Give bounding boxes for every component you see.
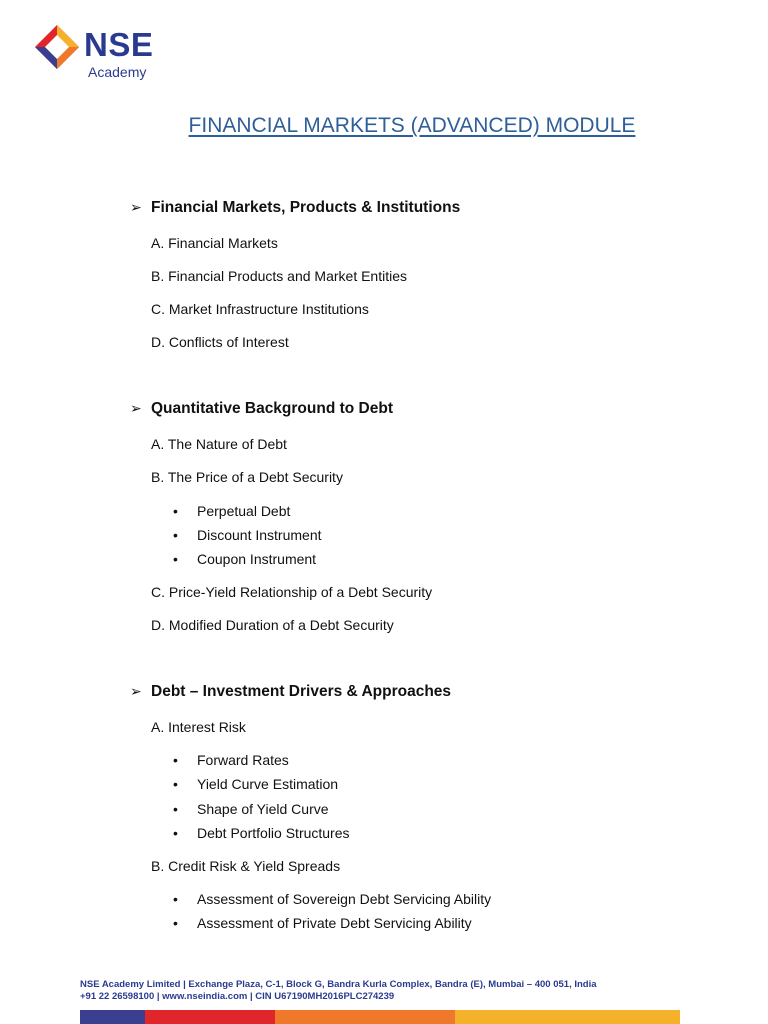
list-item: B. The Price of a Debt Security bbox=[151, 469, 343, 485]
arrow-bullet-icon: ➢ bbox=[130, 199, 142, 215]
logo-sub: Academy bbox=[88, 64, 147, 80]
arrow-bullet-icon: ➢ bbox=[130, 683, 142, 699]
footer-bar-segment bbox=[80, 1010, 145, 1024]
list-item: D. Conflicts of Interest bbox=[151, 334, 289, 350]
list-item: D. Modified Duration of a Debt Security bbox=[151, 617, 394, 633]
section-heading: ➢ Financial Markets, Products & Institutions bbox=[130, 199, 461, 216]
arrow-bullet-icon: ➢ bbox=[130, 400, 142, 416]
list-item: B. Financial Products and Market Entities bbox=[151, 268, 408, 284]
footer-bar-segment bbox=[145, 1010, 275, 1024]
bullet-item: • Perpetual Debt bbox=[173, 503, 291, 519]
section-heading: ➢ Debt – Investment Drivers & Approaches bbox=[130, 683, 452, 700]
list-item: C. Price-Yield Relationship of a Debt Security bbox=[151, 584, 433, 600]
footer-address: NSE Academy Limited | Exchange Plaza, C-1, Block G, Bandra Kurla Complex, Bandra (E), Mumbai – 400 051, India bbox=[80, 979, 597, 990]
list-item: A. Interest Risk bbox=[151, 719, 246, 735]
nse-academy-logo bbox=[34, 24, 184, 84]
bullet-item: • Forward Rates bbox=[173, 752, 289, 768]
bullet-item: • Assessment of Sovereign Debt Servicing Ability bbox=[173, 891, 492, 907]
document-title: FINANCIAL MARKETS (ADVANCED) MODULE bbox=[188, 114, 636, 137]
list-item: C. Market Infrastructure Institutions bbox=[151, 301, 369, 317]
footer-bar-segment bbox=[275, 1010, 455, 1024]
logo-brand: NSE bbox=[84, 26, 154, 63]
footer-color-bar bbox=[80, 1010, 680, 1024]
list-item: A. The Nature of Debt bbox=[151, 436, 287, 452]
footer-contact: +91 22 26598100 | www.nseindia.com | CIN U67190MH2016PLC274239 bbox=[80, 991, 395, 1002]
list-item: B. Credit Risk & Yield Spreads bbox=[151, 858, 341, 874]
bullet-item: • Yield Curve Estimation bbox=[173, 776, 339, 792]
nse-logo-icon bbox=[34, 24, 80, 70]
section-heading: ➢ Quantitative Background to Debt bbox=[130, 400, 393, 417]
bullet-item: • Debt Portfolio Structures bbox=[173, 825, 350, 841]
list-item: A. Financial Markets bbox=[151, 235, 278, 251]
bullet-item: • Discount Instrument bbox=[173, 527, 322, 543]
footer-bar-segment bbox=[455, 1010, 680, 1024]
bullet-item: • Assessment of Private Debt Servicing Ability bbox=[173, 915, 472, 931]
bullet-item: • Shape of Yield Curve bbox=[173, 801, 329, 817]
bullet-item: • Coupon Instrument bbox=[173, 551, 317, 567]
